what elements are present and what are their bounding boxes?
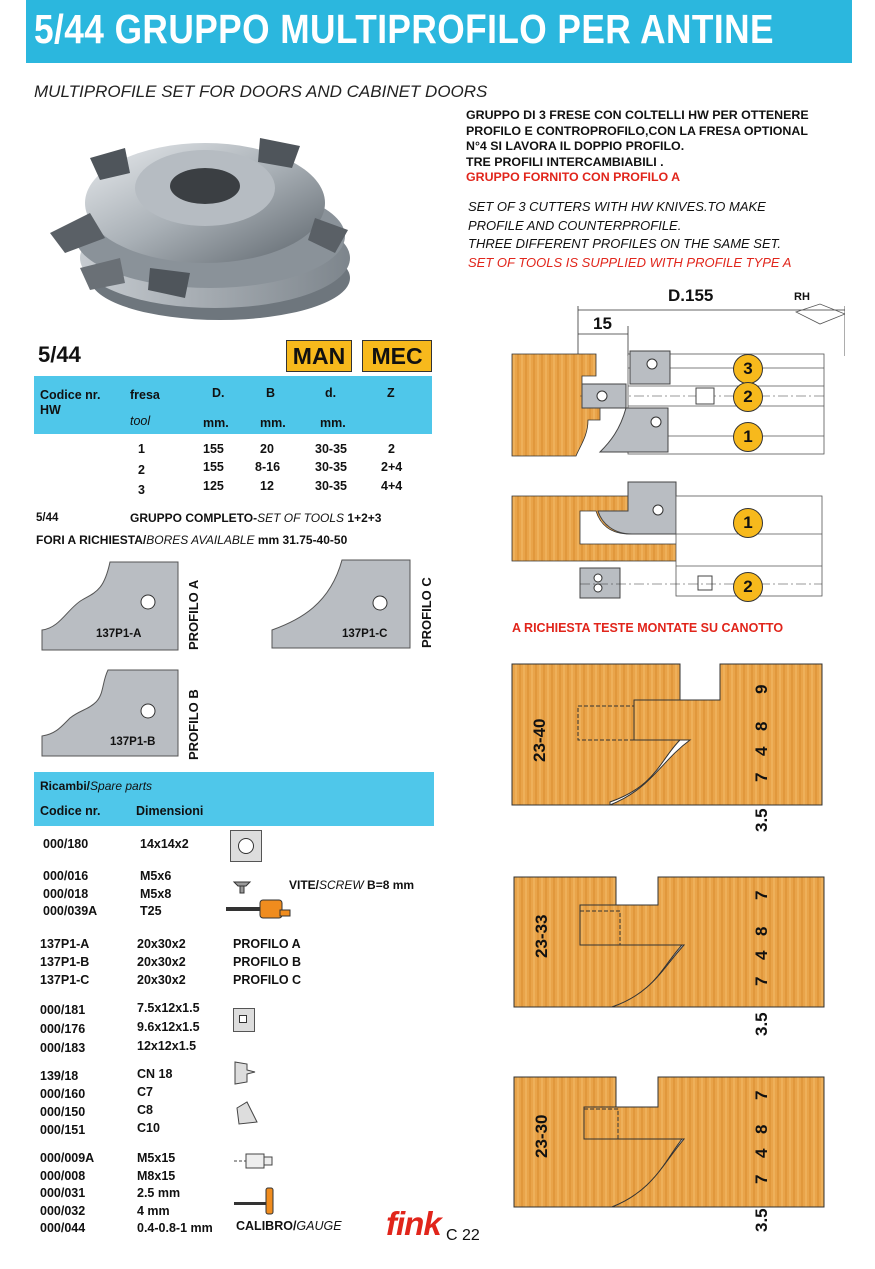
cutter-marker: 2 (733, 572, 763, 602)
desc-line: PROFILO E CONTROPROFILO,CON LA FRESA OPTIONAL (466, 123, 808, 138)
desc-line: TRE PROFILI INTERCAMBIABILI . (466, 154, 664, 169)
spare-dim: 0.4-0.8-1 mm (137, 1221, 213, 1235)
profile-label-a: PROFILO A (186, 579, 201, 650)
small-insert-icon (233, 1008, 255, 1032)
allen-key-icon (232, 1186, 276, 1221)
cell: 8-16 (255, 460, 281, 474)
spare-group-profiles-dims (137, 935, 186, 989)
cell: 30-35 (315, 460, 347, 474)
spare-code: 000/180 (43, 837, 89, 851)
spare-group-clips (40, 1067, 85, 1139)
dim-15: 15 (593, 314, 612, 333)
brand-logo: fink (386, 1205, 441, 1242)
joint-dim: 7 (752, 890, 771, 900)
spare-group-inserts (40, 1001, 85, 1058)
joint-dim: 8 (752, 721, 771, 731)
spares-title-en: Spare parts (90, 779, 153, 793)
spare-dim: CN 18 (137, 1067, 173, 1081)
spare-code: 137P1-B (40, 955, 90, 969)
profile-label-c: PROFILO C (419, 577, 434, 648)
col-tool: tool (130, 414, 151, 428)
col-fresa: fresa (130, 388, 160, 402)
table-row (130, 460, 430, 479)
complete-set-label-en: SET OF TOOLS (257, 511, 345, 525)
spare-dim: C10 (137, 1121, 160, 1135)
spare-dim: 14x14x2 (140, 837, 189, 851)
joint-bottom-dim: 3.5 (752, 808, 771, 832)
screw-label-en: SCREW (319, 878, 364, 892)
spare-group-screws-dims (140, 868, 171, 921)
spare-note: PROFILO A (233, 937, 301, 951)
spare-code: 000/031 (40, 1186, 86, 1200)
table-row (130, 479, 430, 497)
gauge-note (236, 1219, 342, 1233)
bolt-icon (232, 1150, 276, 1177)
cell: 155 (203, 442, 224, 456)
joint-dim: 4 (752, 746, 771, 756)
cell: 2+4 (381, 460, 403, 474)
cutter-assembly-diagram (500, 296, 845, 631)
complete-set-code: 5/44 (36, 512, 59, 524)
page-title: 5/44 GRUPPO MULTIPROFILO PER ANTINE (34, 6, 774, 52)
joint-bottom-dim: 3.5 (752, 1208, 771, 1232)
profile-label-b: PROFILO B (186, 689, 201, 760)
col-z: Z (387, 386, 395, 400)
cutter-marker: 2 (733, 382, 763, 412)
profile-knife-c (270, 558, 412, 655)
joint-bottom-dim: 3.5 (752, 1012, 771, 1036)
joint-diagram-3 (512, 1075, 827, 1215)
product-code: 5/44 (38, 342, 81, 367)
screw-value: B=8 mm (367, 878, 415, 892)
gauge-label: CALIBRO/ (236, 1219, 297, 1233)
desc-line: N°4 SI LAVORA IL DOPPIO PROFILO. (466, 139, 685, 153)
spare-code: 137P1-A (40, 937, 90, 951)
spare-group-tools-dims (137, 1150, 213, 1238)
cell: 2 (388, 442, 395, 456)
badge-man: MAN (286, 340, 352, 372)
spare-code: 000/151 (40, 1123, 86, 1137)
unit: mm. (320, 416, 346, 430)
cell: 12 (260, 479, 274, 493)
joint-dim: 7 (752, 772, 771, 782)
spare-dim: T25 (140, 904, 162, 918)
complete-set (130, 511, 381, 525)
gauge-label-en: GAUGE (296, 1219, 342, 1233)
spare-dim: M5x6 (140, 869, 172, 883)
cell: 30-35 (315, 442, 347, 456)
spare-dim: C8 (137, 1103, 153, 1117)
unit: mm. (203, 416, 229, 430)
profile-code-c: 137P1-C (342, 628, 388, 640)
spare-code: 000/018 (43, 886, 89, 901)
col-d: D. (212, 386, 225, 400)
spares-col-code: Codice nr. (40, 804, 101, 818)
joint-dim: 4 (752, 950, 771, 960)
spare-code: 000/039A (43, 904, 98, 918)
badge-mec: MEC (362, 340, 432, 372)
cutter-marker: 1 (733, 508, 763, 538)
joint-range: 23-33 (532, 914, 551, 958)
spare-dim: M5x8 (140, 886, 172, 901)
square-insert-icon (230, 830, 262, 862)
spare-dim: 12x12x1.5 (137, 1039, 197, 1053)
joint-dim: 7 (752, 1090, 771, 1100)
cell: 125 (203, 479, 224, 493)
cutter-marker: 3 (733, 354, 763, 384)
description-it (466, 108, 809, 186)
spare-code: 139/18 (40, 1069, 79, 1083)
spare-dim: 9.6x12x1.5 (137, 1020, 200, 1034)
col-b: B (266, 386, 276, 400)
cell: 4+4 (381, 479, 403, 493)
screw-note (289, 878, 414, 892)
spares-title (40, 779, 152, 793)
desc-line: GRUPPO DI 3 FRESE CON COLTELLI HW PER OTTENERE (466, 108, 809, 122)
joint-range: 23-40 (530, 718, 549, 762)
joint-dim: 7 (752, 976, 771, 986)
spare-code: 137P1-C (40, 973, 90, 987)
page-number: C 22 (446, 1227, 480, 1244)
desc-supplied-it: GRUPPO FORNITO CON PROFILO A (466, 170, 681, 184)
joint-dim: 8 (752, 926, 771, 936)
spare-note: PROFILO B (233, 955, 302, 969)
bores-line (36, 533, 347, 547)
desc-line: THREE DIFFERENT PROFILES ON THE SAME SET. (468, 236, 782, 251)
rh-label: RH (794, 291, 810, 303)
spare-group-clips-dims (137, 1065, 172, 1137)
cell: 3 (138, 483, 145, 497)
spec-table-body (130, 442, 430, 497)
unit: mm. (260, 416, 286, 430)
spare-group-tools (40, 1150, 94, 1238)
spare-group-screws (43, 868, 97, 921)
profile-knife-b (40, 668, 180, 763)
cell: 2 (138, 463, 145, 477)
profile-code-b: 137P1-B (110, 736, 156, 748)
dim-d155: D.155 (668, 286, 714, 305)
mounted-heads-note: A RICHIESTA TESTE MONTATE SU CANOTTO (512, 621, 784, 635)
screw-icon (232, 880, 252, 899)
spare-code: 000/183 (40, 1041, 86, 1055)
spare-dim: C7 (137, 1085, 153, 1099)
bores-label-en: BORES AVAILABLE (146, 533, 255, 547)
cell: 1 (138, 442, 145, 456)
col-hw: HW (40, 403, 61, 417)
spare-group-inserts-dims (137, 999, 200, 1056)
cell: 20 (260, 442, 274, 456)
spare-dim: M8x15 (137, 1168, 176, 1183)
joint-range: 23-30 (532, 1114, 551, 1158)
desc-line: SET OF 3 CUTTERS WITH HW KNIVES.TO MAKE (468, 199, 766, 214)
product-photo (30, 118, 355, 323)
complete-set-value: 1+2+3 (347, 511, 382, 525)
spare-code: 000/009A (40, 1151, 95, 1165)
spares-col-dim: Dimensioni (136, 804, 204, 818)
clip-icon (233, 1060, 259, 1091)
spare-code: 000/160 (40, 1087, 86, 1101)
spare-dim: 4 mm (137, 1203, 170, 1218)
wedge-icon (235, 1100, 261, 1131)
spare-dim: 20x30x2 (137, 973, 186, 987)
spare-group-profiles-notes (233, 935, 301, 989)
profile-knife-a (40, 560, 180, 657)
joint-dim: 9 (752, 684, 771, 694)
spare-code: 000/176 (40, 1022, 86, 1036)
joint-dim: 8 (752, 1124, 771, 1134)
screw-label: VITE/ (289, 878, 320, 892)
complete-set-label: GRUPPO COMPLETO- (130, 511, 258, 525)
spare-code: 000/044 (40, 1221, 86, 1235)
cell: 30-35 (315, 479, 347, 493)
table-row (130, 442, 430, 460)
spare-dim: 7.5x12x1.5 (137, 1001, 200, 1015)
col-code: Codice nr. (40, 388, 101, 402)
description-en (468, 198, 791, 272)
cutter-marker: 1 (733, 422, 763, 452)
joint-diagram-1 (510, 662, 825, 812)
spare-code: 000/150 (40, 1105, 86, 1119)
desc-supplied-en: SET OF TOOLS IS SUPPLIED WITH PROFILE TYPE A (468, 254, 792, 270)
spare-code: 000/181 (40, 1003, 86, 1017)
page-subtitle: MULTIPROFILE SET FOR DOORS AND CABINET DOORS (34, 82, 488, 101)
spare-group-profiles (40, 935, 89, 989)
torx-key-icon (224, 898, 292, 925)
spare-note: PROFILO C (233, 973, 302, 987)
joint-diagram-2 (512, 875, 827, 1015)
spares-title-it: Ricambi/ (40, 779, 91, 793)
spare-dim: M5x15 (137, 1151, 176, 1165)
cell: 155 (203, 460, 224, 474)
spare-code: 000/008 (40, 1168, 86, 1183)
joint-dim: 4 (752, 1148, 771, 1158)
bores-value: mm 31.75-40-50 (257, 533, 348, 547)
spare-dim: 20x30x2 (137, 955, 186, 969)
joint-dim: 7 (752, 1174, 771, 1184)
desc-line: PROFILE AND COUNTERPROFILE. (468, 217, 682, 233)
col-dd: d. (325, 386, 337, 400)
spec-table-header (34, 376, 432, 434)
spare-dim: 2.5 mm (137, 1186, 181, 1200)
profile-code-a: 137P1-A (96, 628, 142, 640)
spare-dim: 20x30x2 (137, 937, 186, 951)
spare-code: 000/032 (40, 1203, 86, 1218)
spare-code: 000/016 (43, 869, 89, 883)
bores-label: FORI A RICHIESTA/ (36, 533, 147, 547)
